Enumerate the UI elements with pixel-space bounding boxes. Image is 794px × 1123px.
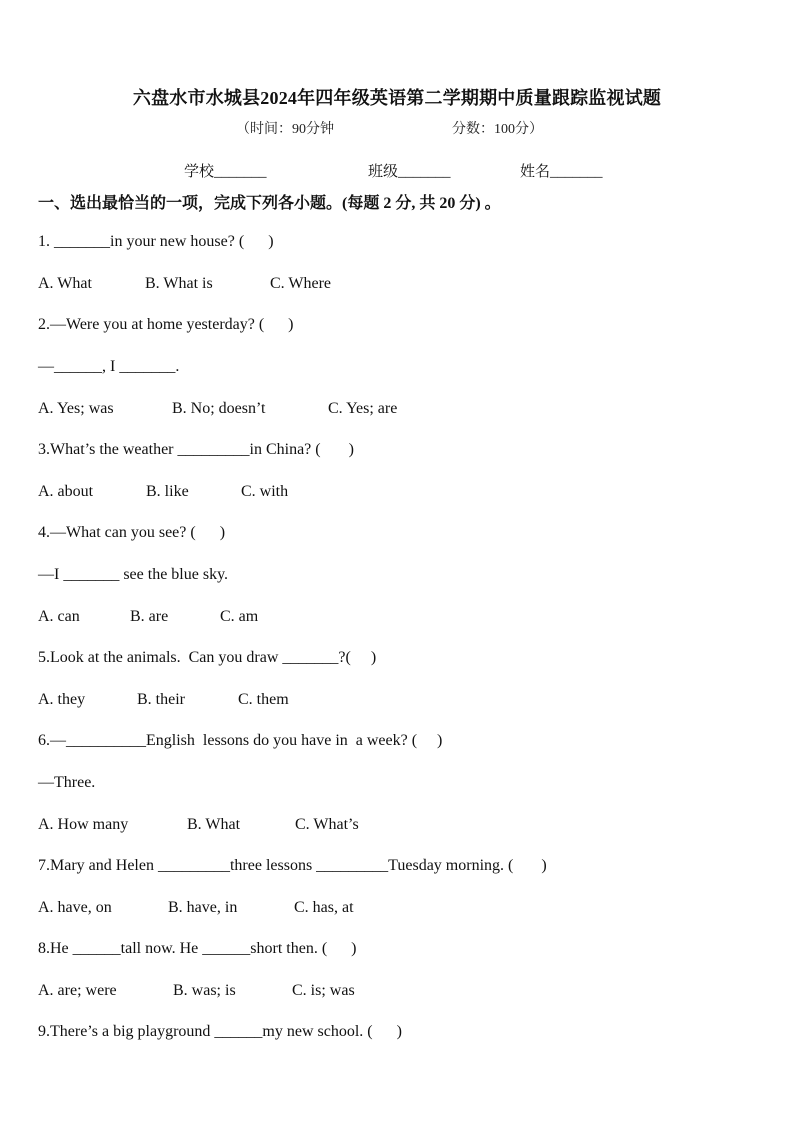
option-a[interactable]: A. What [38, 275, 92, 292]
option-a[interactable]: A. are; were [38, 982, 117, 999]
option-a[interactable]: A. they [38, 691, 86, 708]
option-c[interactable]: C. am [220, 608, 259, 625]
option-a[interactable]: A. have, on [38, 899, 112, 916]
option-c[interactable]: C. them [238, 691, 289, 708]
question-6-stem: 6.—__________English lessons do you have in a week? ( ) [38, 732, 443, 749]
exam-score: 分数：100分） [452, 122, 543, 137]
question-6-answer-line: —Three. [38, 774, 96, 791]
option-c[interactable]: C. with [241, 483, 289, 500]
option-c[interactable]: C. Where [270, 275, 332, 292]
question-5-stem: 5.Look at the animals. Can you draw _______?( ) [38, 649, 377, 666]
option-c[interactable]: C. is; was [292, 982, 355, 999]
question-9-stem: 9.There’s a big playground ______my new school. ( ) [38, 1023, 402, 1040]
question-7-stem: 7.Mary and Helen _________three lessons _________Tuesday morning. ( ) [38, 857, 547, 874]
name-field[interactable]: 姓名_______ [520, 164, 603, 180]
option-b[interactable]: B. No; doesn’t [172, 400, 266, 417]
question-3-stem: 3.What’s the weather _________in China? ( ) [38, 441, 354, 458]
question-2-answer-line: —______, I _______. [38, 358, 180, 375]
option-a[interactable]: A. about [38, 483, 94, 500]
option-c[interactable]: C. What’s [295, 816, 359, 833]
option-b[interactable]: B. like [146, 483, 189, 500]
option-b[interactable]: B. was; is [173, 982, 236, 999]
school-field[interactable]: 学校_______ [184, 164, 267, 180]
question-4-stem: 4.—What can you see? ( ) [38, 524, 226, 541]
option-b[interactable]: B. are [130, 608, 169, 625]
exam-time: （时间：90分钟 [236, 122, 334, 137]
page-title: 六盘水市水城县2024年四年级英语第二学期期中质量跟踪监视试题 [132, 88, 662, 108]
option-c[interactable]: C. has, at [294, 899, 354, 916]
option-b[interactable]: B. What is [145, 275, 213, 292]
option-a[interactable]: A. Yes; was [38, 400, 114, 417]
option-b[interactable]: B. What [187, 816, 241, 833]
question-4-answer-line: —I _______ see the blue sky. [38, 566, 229, 583]
option-a[interactable]: A. can [38, 608, 80, 625]
class-field[interactable]: 班级_______ [368, 164, 451, 180]
option-b[interactable]: B. have, in [168, 899, 238, 916]
option-a[interactable]: A. How many [38, 816, 129, 833]
question-2-stem: 2.—Were you at home yesterday? ( ) [38, 316, 294, 333]
question-8-stem: 8.He ______tall now. He ______short then. ( ) [38, 940, 357, 957]
section-heading: 一、选出最恰当的一项，完成下列各小题。(每题 2 分, 共 20 分) 。 [38, 195, 501, 212]
option-c[interactable]: C. Yes; are [328, 400, 398, 417]
question-1-stem: 1. _______in your new house? ( ) [38, 233, 274, 250]
option-b[interactable]: B. their [137, 691, 185, 708]
